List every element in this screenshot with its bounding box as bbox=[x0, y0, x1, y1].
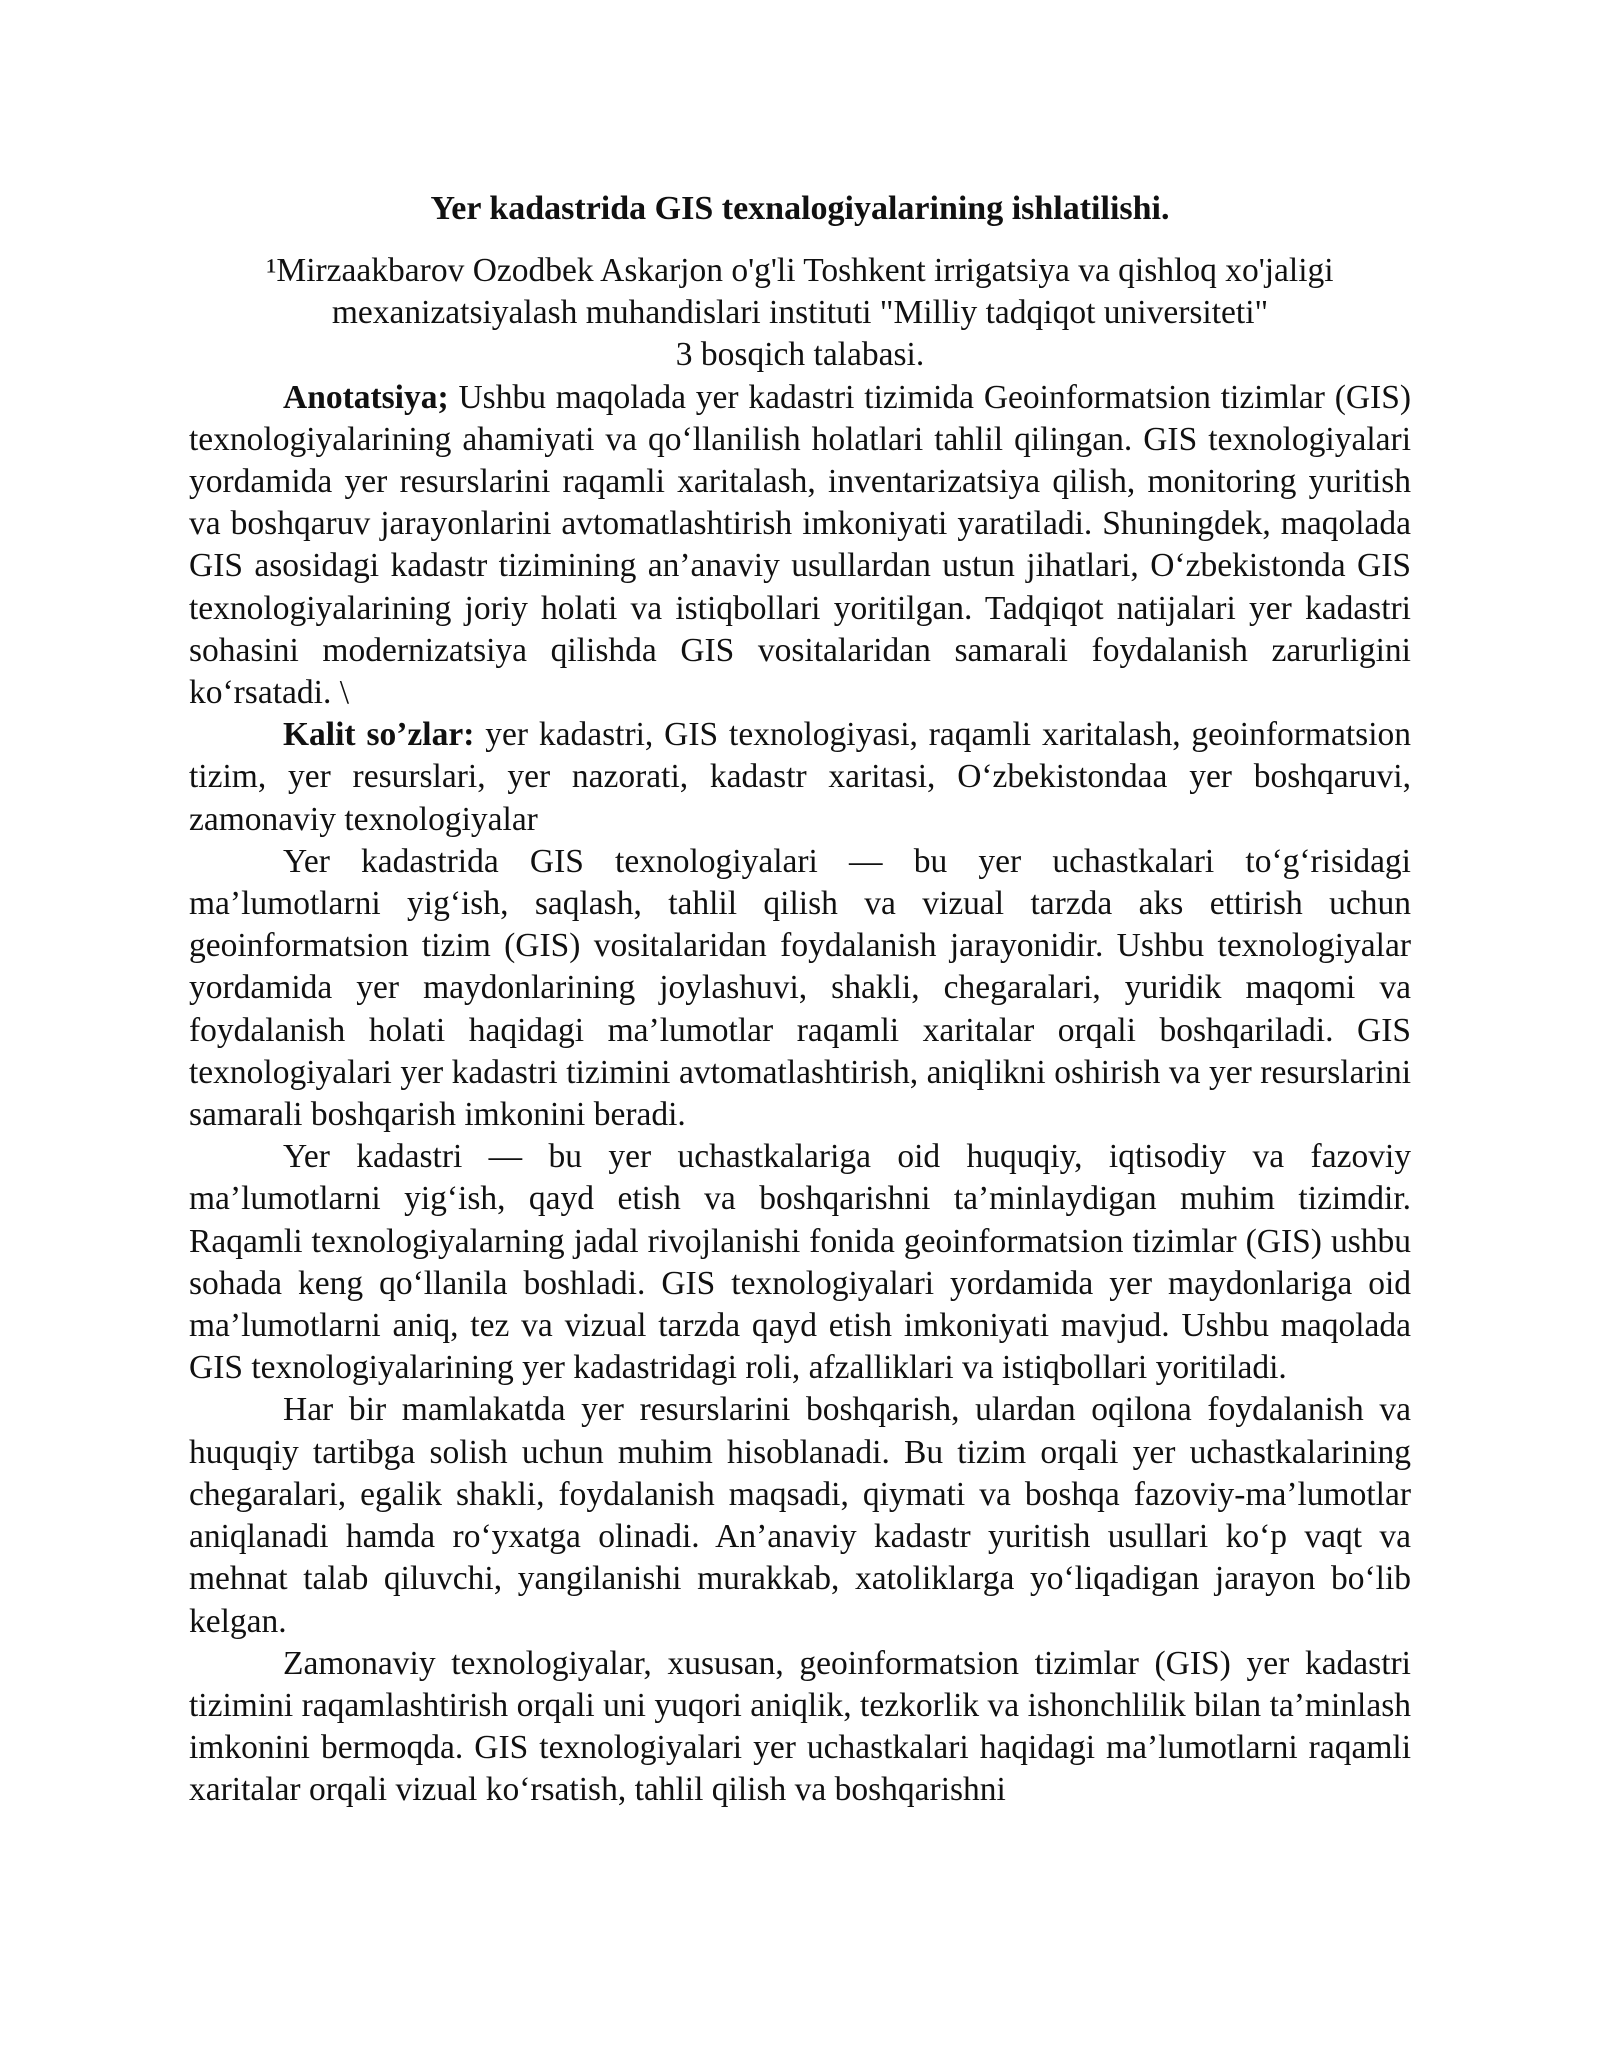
body-paragraph: Har bir mamlakatda yer resurslarini boshqarish, ulardan oqilona foydalanish va huquqiy tartibga solish uchun muhim hisoblanadi. Bu tizim orqali yer uchastkalarining chegaralari, egalik shakli, foydalanish maqsadi, qiymati va boshqa fazoviy-ma’lumotlar aniqlanadi hamda ro‘yxatga olinadi. An’anaviy kadastr yuritish usullari ko‘p vaqt va mehnat talab qiluvchi, yangilanishi murakkab, xatoliklarga yo‘liqadigan jarayon bo‘lib kelgan. bbox=[189, 1391, 1411, 1640]
abstract-paragraph bbox=[189, 377, 1411, 715]
body-paragraph: Yer kadastrida GIS texnologiyalari — bu yer uchastkalari to‘g‘risidagi ma’lumotlarni yig‘ish, saqlash, tahlil qilish va vizual tarzda aks ettirish uchun geoinformatsion tizim (GIS) vositalaridan foydalanish jarayonidir. Ushbu texnologiyalar yordamida yer maydonlarining joylashuvi, shakli, chegaralari, yuridik maqomi va foydalanish holati haqidagi ma’lumotlar raqamli xaritalar orqali boshqariladi. GIS texnologiyalari yer kadastri tizimini avtomatlashtirish, aniqlikni oshirish va yer resurslarini samarali boshqarish imkonini beradi. bbox=[189, 842, 1411, 1134]
keywords-label: Kalit so’zlar: bbox=[283, 716, 475, 754]
keywords-text: yer kadastri, GIS texnologiyasi, raqamli xaritalash, geoinformatsion tizim, yer resurslari, yer nazorati, kadastr xaritasi, O‘zbekistondaa yer boshqaruvi, zamonaviy texnologiyalar bbox=[189, 716, 1412, 838]
document-body bbox=[189, 188, 1411, 1812]
abstract-text: Ushbu maqolada yer kadastri tizimida Geoinformatsion tizimlar (GIS) texnologiyalarining ahamiyati va qo‘llanilish holatlari tahlil qilingan. GIS texnologiyalari yordamida yer resurslarini raqamli xaritalash, inventarizatsiya qilish, monitoring yuritish va boshqaruv jarayonlarini avtomatlashtirish imkoniyati yaratiladi. Shuningdek, maqolada GIS asosidagi kadastr tizimining an’anaviy usullardan ustun jihatlari, O‘zbekistonda GIS texnologiyalarining joriy holati va istiqbollari yoritilgan. Tadqiqot natijalari yer kadastri sohasini modernizatsiya qilishda GIS vositalaridan samarali foydalanish zarurligini ko‘rsatadi. \ bbox=[189, 378, 1411, 712]
body-paragraph: Yer kadastri — bu yer uchastkalariga oid huquqiy, iqtisodiy va fazoviy ma’lumotlarni yig‘ish, qayd etish va boshqarishni ta’minlaydigan muhim tizimdir. Raqamli texnologiyalarning jadal rivojlanishi fonida geoinformatsion tizimlar (GIS) ushbu sohada keng qo‘llanila boshladi. GIS texnologiyalari yordamida yer maydonlariga oid ma’lumotlarni aniq, tez va vizual tarzda qayd etish imkoniyati mavjud. Ushbu maqolada GIS texnologiyalarining yer kadastridagi roli, afzalliklari va istiqbollari yoritiladi. bbox=[189, 1138, 1411, 1387]
document-title: Yer kadastrida GIS texnalogiyalarining ishlatilishi. bbox=[430, 190, 1170, 227]
body-paragraph: Zamonaviy texnologiyalar, xususan, geoinformatsion tizimlar (GIS) yer kadastri tizimini raqamlashtirish orqali uni yuqori aniqlik, tezkorlik va ishonchlilik bilan ta’minlash imkonini bermoqda. GIS texnologiyalari yer uchastkalari haqidagi ma’lumotlarni raqamli xaritalar orqali vizual ko‘rsatish, tahlil qilish va boshqarishni bbox=[189, 1644, 1411, 1809]
author-line: mexanizatsiyalash muhandislari instituti "Milliy tadqiqot universiteti" bbox=[331, 294, 1269, 332]
author-line: 3 bosqich talabasi. bbox=[675, 336, 925, 374]
author-line: ¹Mirzaakbarov Ozodbek Askarjon o'g'li Toshkent irrigatsiya va qishloq xo'jaligi bbox=[266, 252, 1334, 289]
abstract-label: Anotatsiya; bbox=[283, 378, 449, 416]
keywords-paragraph bbox=[189, 714, 1411, 841]
author-info bbox=[189, 250, 1411, 377]
